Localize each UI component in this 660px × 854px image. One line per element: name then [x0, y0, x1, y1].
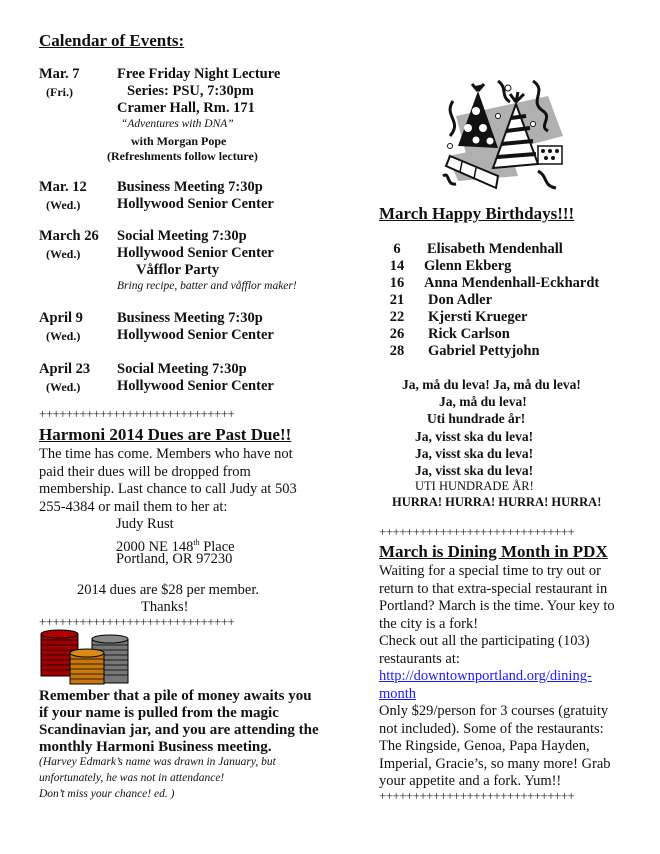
dues-body-line: paid their dues will be dropped from — [39, 463, 251, 480]
birthday-day: 26 — [389, 326, 405, 342]
dining-link[interactable] — [379, 668, 592, 686]
jar-note-line: (Harvey Edmark’s name was drawn in January, but — [39, 756, 276, 768]
event-speaker: with Morgan Pope — [131, 134, 227, 148]
song-line: Ja, må du leva! — [439, 394, 527, 409]
birthday-name: Glenn Ekberg — [424, 258, 512, 274]
event-day: (Fri.) — [46, 85, 73, 99]
event-date: Mar. 7 — [39, 66, 80, 82]
event-line: Hollywood Senior Center — [117, 245, 274, 261]
event-date: April 9 — [39, 310, 83, 326]
dining-body-line: The Ringside, Genoa, Papa Hayden, — [379, 738, 590, 754]
dues-body-line: membership. Last chance to call Judy at 503 — [39, 481, 297, 497]
song-line: UTI HUNDRADE ÅR! — [415, 479, 534, 493]
event-day: (Wed.) — [46, 380, 81, 394]
event-line: Hollywood Senior Center — [117, 327, 274, 343]
jar-body-line: Remember that a pile of money awaits you — [39, 688, 312, 704]
jar-note-line: Don’t miss your chance! ed. ) — [39, 788, 175, 800]
song-line: HURRA! HURRA! HURRA! HURRA! — [392, 495, 602, 509]
separator: +++++++++++++++++++++++++++++ — [39, 406, 235, 421]
birthday-day: 28 — [389, 343, 405, 359]
event-line: Free Friday Night Lecture — [117, 66, 281, 82]
song-line: Ja, visst ska du leva! — [415, 446, 534, 461]
event-date: April 23 — [39, 361, 91, 377]
event-line: Business Meeting 7:30p — [117, 179, 263, 195]
dining-link-line[interactable]: http://downtownportland.org/dining- — [379, 668, 592, 684]
dues-title: Harmoni 2014 Dues are Past Due!! — [39, 425, 292, 444]
birthday-day: 22 — [389, 309, 405, 325]
event-date: March 26 — [39, 228, 99, 244]
dining-body-line: Only $29/person for 3 courses (gratuity — [379, 703, 609, 719]
coin-stacks-icon — [39, 628, 139, 686]
dues-body-line: 255-4384 or mail them to her at: — [39, 498, 228, 515]
birthday-day: 14 — [389, 258, 405, 274]
dining-body-line: Check out all the participating (103) — [379, 633, 590, 649]
song-line: Ja, visst ska du leva! — [415, 463, 534, 478]
dining-body-line: Portland? March is the time. Your key to — [379, 598, 615, 614]
birthday-name: Don Adler — [428, 292, 493, 308]
separator: +++++++++++++++++++++++++++++ — [379, 788, 575, 803]
calendar-title: Calendar of Events: — [39, 31, 185, 50]
jar-body-line: Scandinavian jar, and you are attending the — [39, 722, 319, 738]
birthday-name: Gabriel Pettyjohn — [428, 343, 540, 359]
dining-body-line: the city is a fork! — [379, 615, 479, 632]
dues-body-line: The time has come. Members who have not — [39, 446, 293, 462]
song-line: Ja, visst ska du leva! — [415, 429, 534, 444]
dining-body-line: your appetite and a fork. Yum!! — [379, 773, 562, 789]
song-line: Ja, må du leva! Ja, må du leva! — [402, 377, 581, 392]
birthday-day: 6 — [393, 241, 401, 257]
event-day: (Wed.) — [46, 198, 81, 212]
event-line: Cramer Hall, Rm. 171 — [117, 100, 255, 116]
birthday-name: Rick Carlson — [428, 326, 510, 342]
event-line: Business Meeting 7:30p — [117, 310, 263, 326]
jar-note-line: unfortunately, he was not in attendance! — [39, 772, 225, 784]
noisemaker — [538, 146, 562, 164]
dining-body-line: restaurants at: — [379, 650, 460, 667]
dining-body-line: Imperial, Gracie’s, so many more! Grab — [379, 755, 611, 772]
dining-body-line: Waiting for a special time to try out or — [379, 563, 601, 579]
address-street-number: 2000 NE 148 — [116, 538, 194, 555]
event-day: (Wed.) — [46, 247, 81, 261]
separator: +++++++++++++++++++++++++++++ — [39, 614, 235, 629]
birthday-name: Elisabeth Mendenhall — [427, 241, 563, 257]
birthday-name: Kjersti Krueger — [428, 309, 528, 325]
address-street-suffix: th — [193, 537, 200, 547]
birthday-day: 21 — [389, 292, 405, 308]
orange-coin-stack — [70, 649, 104, 684]
event-date: Mar. 12 — [39, 179, 87, 195]
event-line: Social Meeting 7:30p — [117, 361, 247, 377]
party-hats-icon — [438, 76, 568, 196]
song-line: Uti hundrade år! — [427, 411, 526, 426]
event-day: (Wed.) — [46, 329, 81, 343]
event-line: Hollywood Senior Center — [117, 378, 274, 394]
jar-body-line: monthly Harmoni Business meeting. — [39, 739, 272, 755]
birthday-day: 16 — [389, 275, 405, 291]
separator: +++++++++++++++++++++++++++++ — [379, 524, 575, 539]
dues-thanks: Thanks! — [141, 599, 189, 615]
event-talk: “Adventures with DNA” — [121, 118, 234, 130]
dining-link-continued[interactable] — [379, 686, 416, 704]
event-note: Bring recipe, batter and våfflor maker! — [117, 280, 297, 292]
event-line: Series: PSU, 7:30pm — [127, 83, 254, 99]
jar-body-line: if your name is pulled from the magic — [39, 705, 279, 721]
dues-price: 2014 dues are $28 per member. — [77, 582, 260, 598]
event-note: (Refreshments follow lecture) — [107, 149, 258, 163]
address-street-type: Place — [199, 538, 235, 555]
birthday-name: Anna Mendenhall-Eckhardt — [424, 275, 600, 291]
dining-body-line: not included). Some of the restaurants: — [379, 720, 604, 737]
birthdays-title: March Happy Birthdays!!! — [379, 204, 575, 223]
address-name: Judy Rust — [116, 516, 174, 532]
dining-title: March is Dining Month in PDX — [379, 542, 608, 561]
event-line: Social Meeting 7:30p — [117, 228, 247, 244]
event-line: Hollywood Senior Center — [117, 196, 274, 212]
event-line: Våfflor Party — [136, 262, 220, 278]
dining-link-line[interactable]: month — [379, 685, 417, 702]
dining-body-line: return to that extra-special restaurant in — [379, 580, 608, 597]
address-city: Portland, OR 97230 — [116, 551, 233, 567]
